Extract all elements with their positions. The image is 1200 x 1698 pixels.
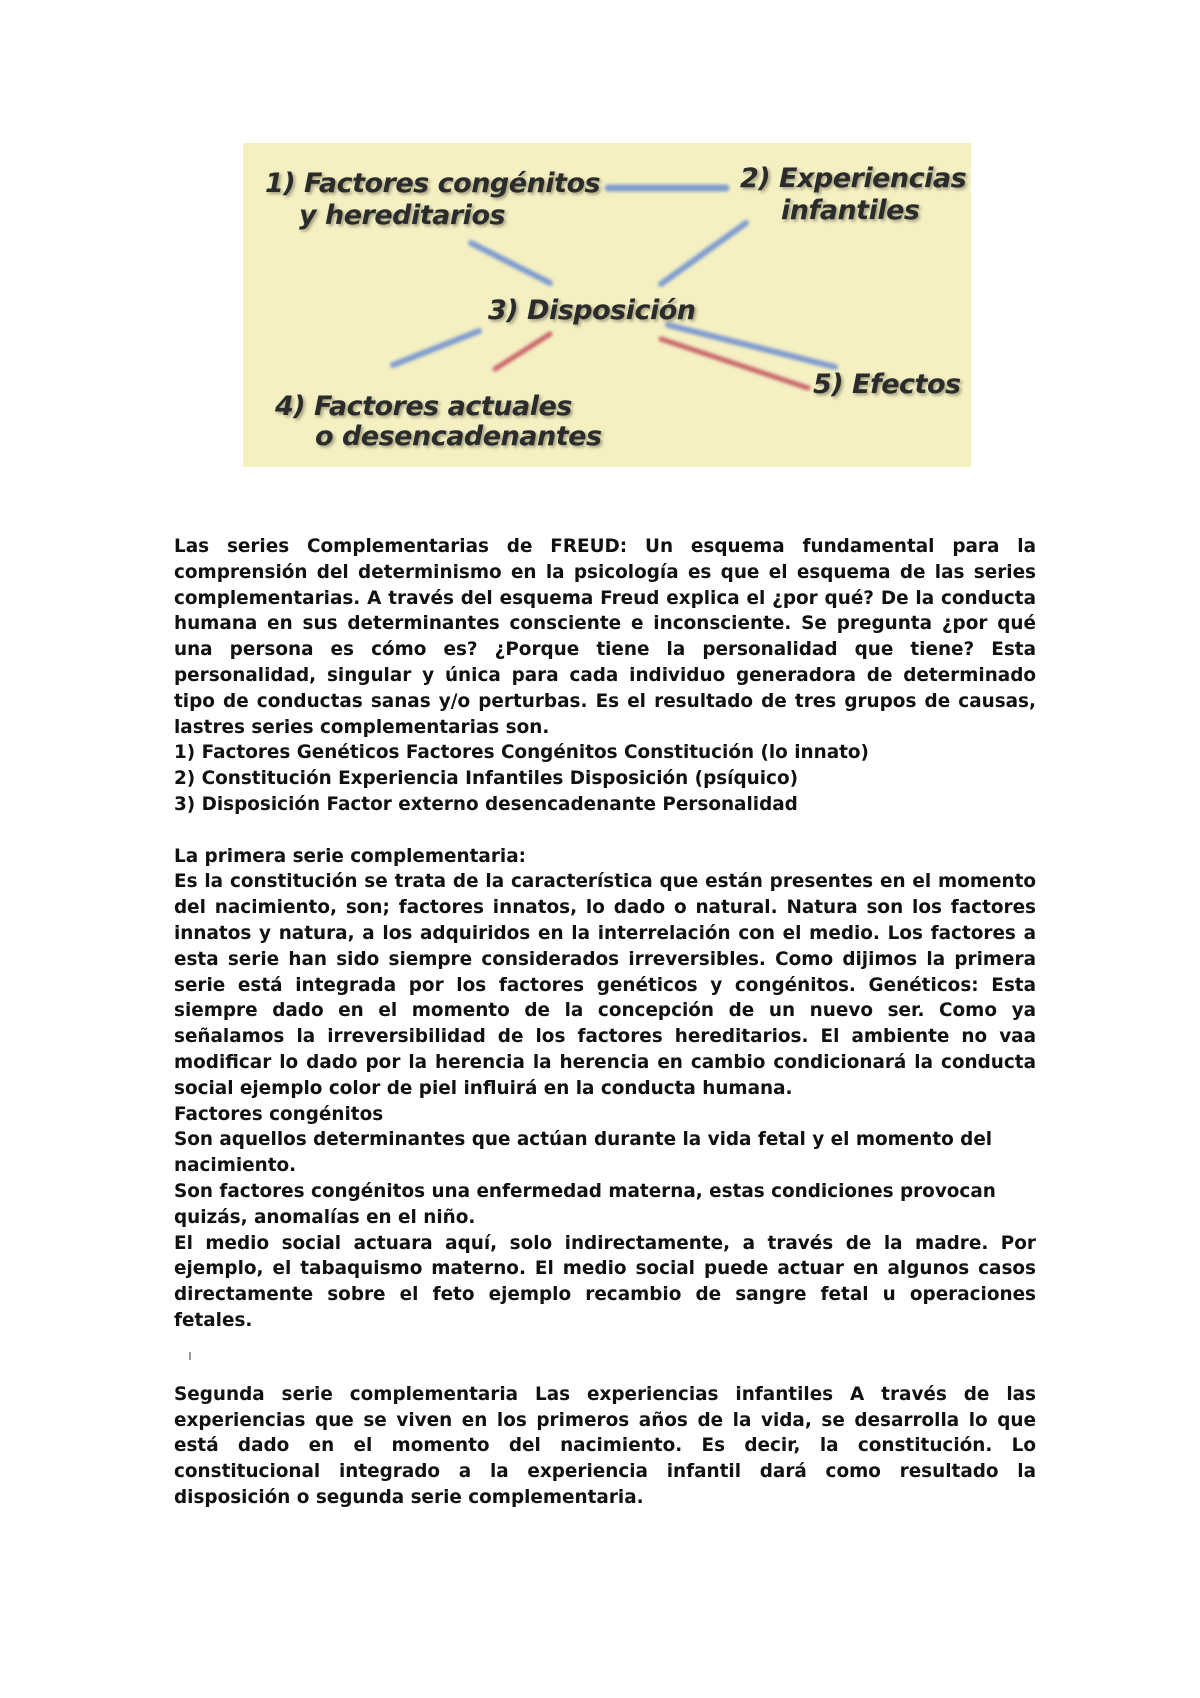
link-node1-node3: [471, 243, 550, 283]
list-item-1: 1) Factores Genéticos Factores Congénitos Constitución (lo innato): [174, 742, 869, 764]
node-factores-congenitos: [265, 166, 600, 234]
node-disposicion: [488, 293, 696, 329]
first-series-body: Es la constitución se trata de la característica que están presentes en el momento del nacimiento, son; factores innatos, lo dado o natural. Natura son los factores innatos y natura, a los adquiridos en la interrelación con el medio. Los factores a esta serie han sido siempre considerados irreversibles. Como dijimos la primera serie está integrada por los factores genéticos y congénitos. Genéticos: Esta siempre dado en el momento de la concepción de un nuevo ser. Como ya señalamos la irreversibilidad de los factores hereditarios. El ambiente no vaa modificar lo dado por la herencia la herencia en cambio condicionará la conducta social ejemplo color de piel influirá en la conducta humana.: [174, 871, 1036, 1099]
link-node3-node5: [668, 325, 835, 367]
node4-line2: o desencadenantes: [315, 421, 602, 452]
list-item-2: 2) Constitución Experiencia Infantiles Disposición (psíquico): [174, 768, 798, 790]
node5-line1: 5) Efectos: [813, 369, 961, 400]
spacer: [174, 818, 1036, 844]
series-complementarias-diagram: [243, 143, 971, 467]
node3-line1: 3) Disposición: [488, 295, 696, 326]
second-series-paragraph: Segunda serie complementaria Las experiencias infantiles A través de las experiencias que se viven en los primeros años de la vida, se desarrolla lo que está dado en el momento del nacimiento. Es decir, la constitución. Lo constitucional integrado a la experiencia infantil dará como resultado la disposición o segunda serie complementaria.: [174, 1383, 1036, 1508]
list-item-3: 3) Disposición Factor externo desencadenante Personalidad: [174, 793, 798, 815]
congenital-paragraph-3: El medio social actuara aquí, solo indirectamente, a través de la madre. Por ejemplo, el tabaquismo materno. El medio social puede actuar en algunos casos directamente sobre el feto ejemplo recambio de sangre fetal u operaciones fetales.: [174, 1232, 1036, 1331]
congenital-paragraph-2: Son factores congénitos una enfermedad materna, estas condiciones provocan quizás, anomalías en el niño.: [174, 1180, 996, 1228]
node1-line1: 1) Factores congénitos: [265, 168, 601, 199]
node2-line2: infantiles: [781, 195, 920, 226]
link-node4-node3-red: [495, 334, 550, 369]
node2-line1: 2) Experiencias: [740, 163, 967, 194]
congenital-paragraph-1: Son aquellos determinantes que actúan durante la vida fetal y el momento del nacimiento.: [174, 1129, 993, 1177]
document-body: [174, 534, 1036, 1511]
node-efectos: [813, 367, 961, 403]
link-node2-node3: [661, 223, 746, 284]
node4-line1: 4) Factores actuales: [275, 391, 572, 422]
congenital-heading: Factores congénitos: [174, 1103, 384, 1125]
node-factores-actuales: [275, 389, 602, 455]
node-experiencias-infantiles: [740, 161, 966, 229]
first-series-heading: La primera serie complementaria:: [174, 845, 526, 867]
intro-paragraph: Las series Complementarias de FREUD: Un esquema fundamental para la comprensión del determinismo en la psicología es que el esquema de las series complementarias. A través del esquema Freud explica el ¿por qué? De la conducta humana en sus determinantes consciente e inconsciente. Se pregunta ¿por qué una persona es cómo es? ¿Porque tiene la personalidad que tiene? Esta personalidad, singular y única para cada individuo generadora de determinado tipo de conductas sanas y/o perturbas. Es el resultado de tres grupos de causas, lastres series complementarias son.: [174, 536, 1036, 738]
node1-line2: y hereditarios: [299, 200, 506, 231]
link-node3-node5-red: [661, 339, 808, 388]
spacer: [174, 1334, 1036, 1382]
stray-mark: [189, 1352, 191, 1360]
link-node3-node4: [393, 331, 479, 365]
